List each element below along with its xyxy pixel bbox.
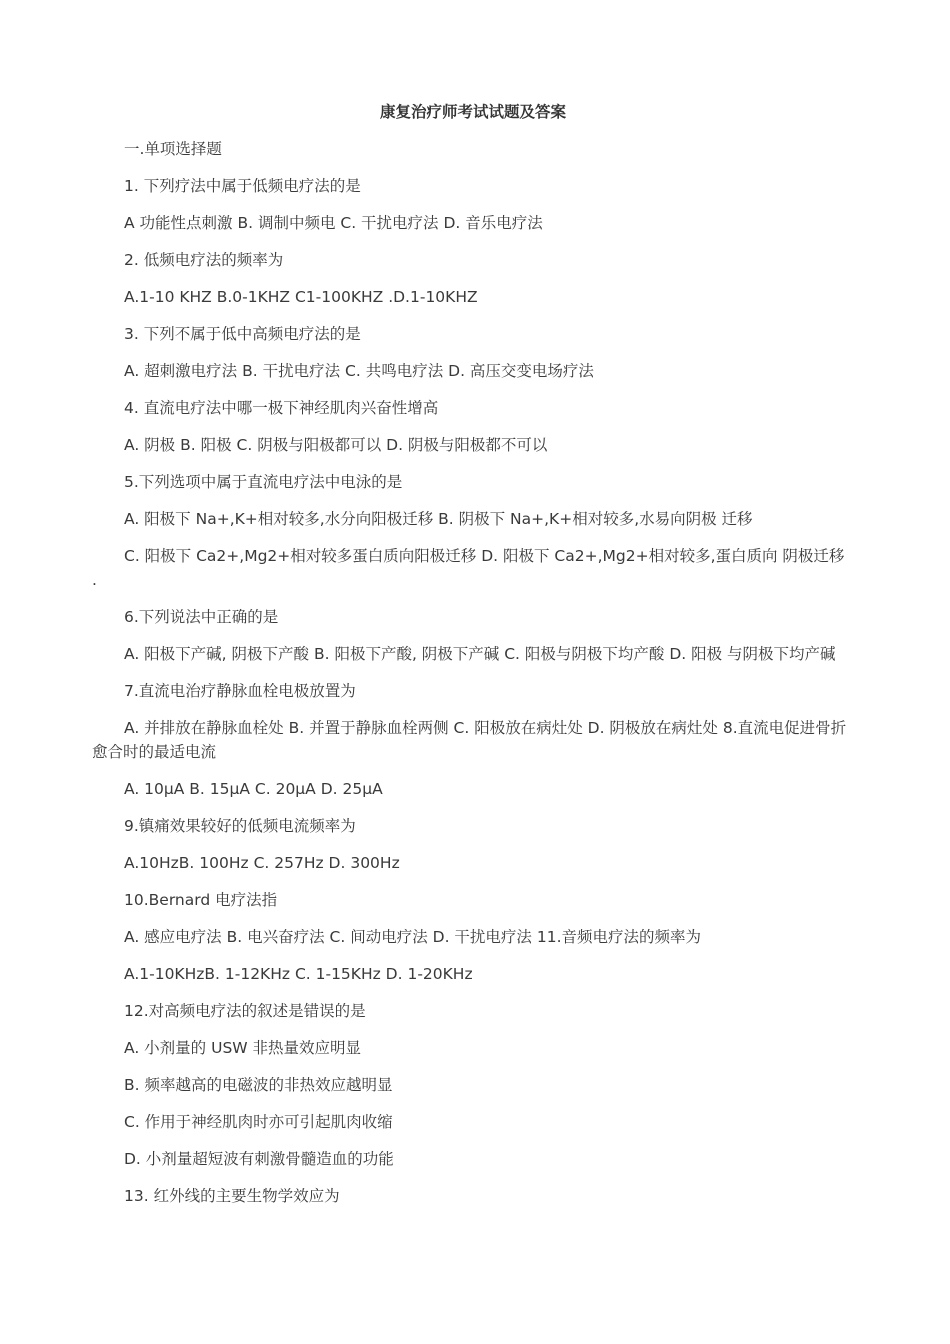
question-text: 13. 红外线的主要生物学效应为 — [124, 1187, 340, 1205]
question-text: 2. 低频电疗法的频率为 — [124, 251, 284, 269]
answer-option: B. 频率越高的电磁波的非热效应越明显 — [124, 1076, 393, 1094]
question-text: 12.对高频电疗法的叙述是错误的是 — [124, 1002, 366, 1020]
question-text: 7.直流电治疗静脉血栓电极放置为 — [124, 682, 356, 700]
answer-options: A. 超刺激电疗法 B. 干扰电疗法 C. 共鸣电疗法 D. 高压交变电场疗法 — [124, 362, 594, 380]
answer-options: C. 阳极下 Ca2+,Mg2+相对较多蛋白质向阳极迁移 D. 阳极下 Ca2+,Mg2+相对较多,蛋白质向 阴极迁移 . — [92, 547, 845, 589]
answer-option: D. 小剂量超短波有刺激骨髓造血的功能 — [124, 1150, 394, 1168]
answer-options: A.1-10 KHZ B.0-1KHZ C1-100KHZ .D.1-10KHZ — [124, 288, 478, 306]
document-body — [92, 100, 854, 1221]
answer-options: A. 阳极下 Na+,K+相对较多,水分向阳极迁移 B. 阴极下 Na+,K+相对较多,水易向阴极 迁移 — [124, 510, 753, 528]
question-text: 6.下列说法中正确的是 — [124, 608, 279, 626]
answer-option: A. 小剂量的 USW 非热量效应明显 — [124, 1039, 362, 1057]
answer-options: A. 10μA B. 15μA C. 20μA D. 25μA — [124, 780, 383, 798]
document-title: 康复治疗师考试试题及答案 — [379, 103, 566, 121]
question-text: 1. 下列疗法中属于低频电疗法的是 — [124, 177, 361, 195]
answer-option: C. 作用于神经肌肉时亦可引起肌肉收缩 — [124, 1113, 393, 1131]
question-text: 4. 直流电疗法中哪一极下神经肌肉兴奋性增高 — [124, 399, 439, 417]
answer-options: A.10HzB. 100Hz C. 257Hz D. 300Hz — [124, 854, 400, 872]
answer-options: A. 阳极下产碱, 阴极下产酸 B. 阳极下产酸, 阴极下产碱 C. 阳极与阴极下均产酸 D. 阳极 与阴极下均产碱 — [124, 645, 836, 663]
section-heading: 一.单项选择题 — [124, 140, 222, 158]
answer-options: A. 并排放在静脉血栓处 B. 并置于静脉血栓两侧 C. 阳极放在病灶处 D. 阴极放在病灶处 8.直流电促进骨折愈合时的最适电流 — [92, 719, 847, 761]
answer-options: A 功能性点刺激 B. 调制中频电 C. 干扰电疗法 D. 音乐电疗法 — [124, 214, 543, 232]
question-text: 5.下列选项中属于直流电疗法中电泳的是 — [124, 473, 403, 491]
question-text: 3. 下列不属于低中高频电疗法的是 — [124, 325, 361, 343]
question-text: 10.Bernard 电疗法指 — [124, 891, 278, 909]
question-text: 9.镇痛效果较好的低频电流频率为 — [124, 817, 356, 835]
answer-options: A. 阴极 B. 阳极 C. 阴极与阳极都可以 D. 阴极与阳极都不可以 — [124, 436, 548, 454]
answer-options: A. 感应电疗法 B. 电兴奋疗法 C. 间动电疗法 D. 干扰电疗法 11.音频电疗法的频率为 — [124, 928, 701, 946]
answer-options: A.1-10KHzB. 1-12KHz C. 1-15KHz D. 1-20KHz — [124, 965, 473, 983]
